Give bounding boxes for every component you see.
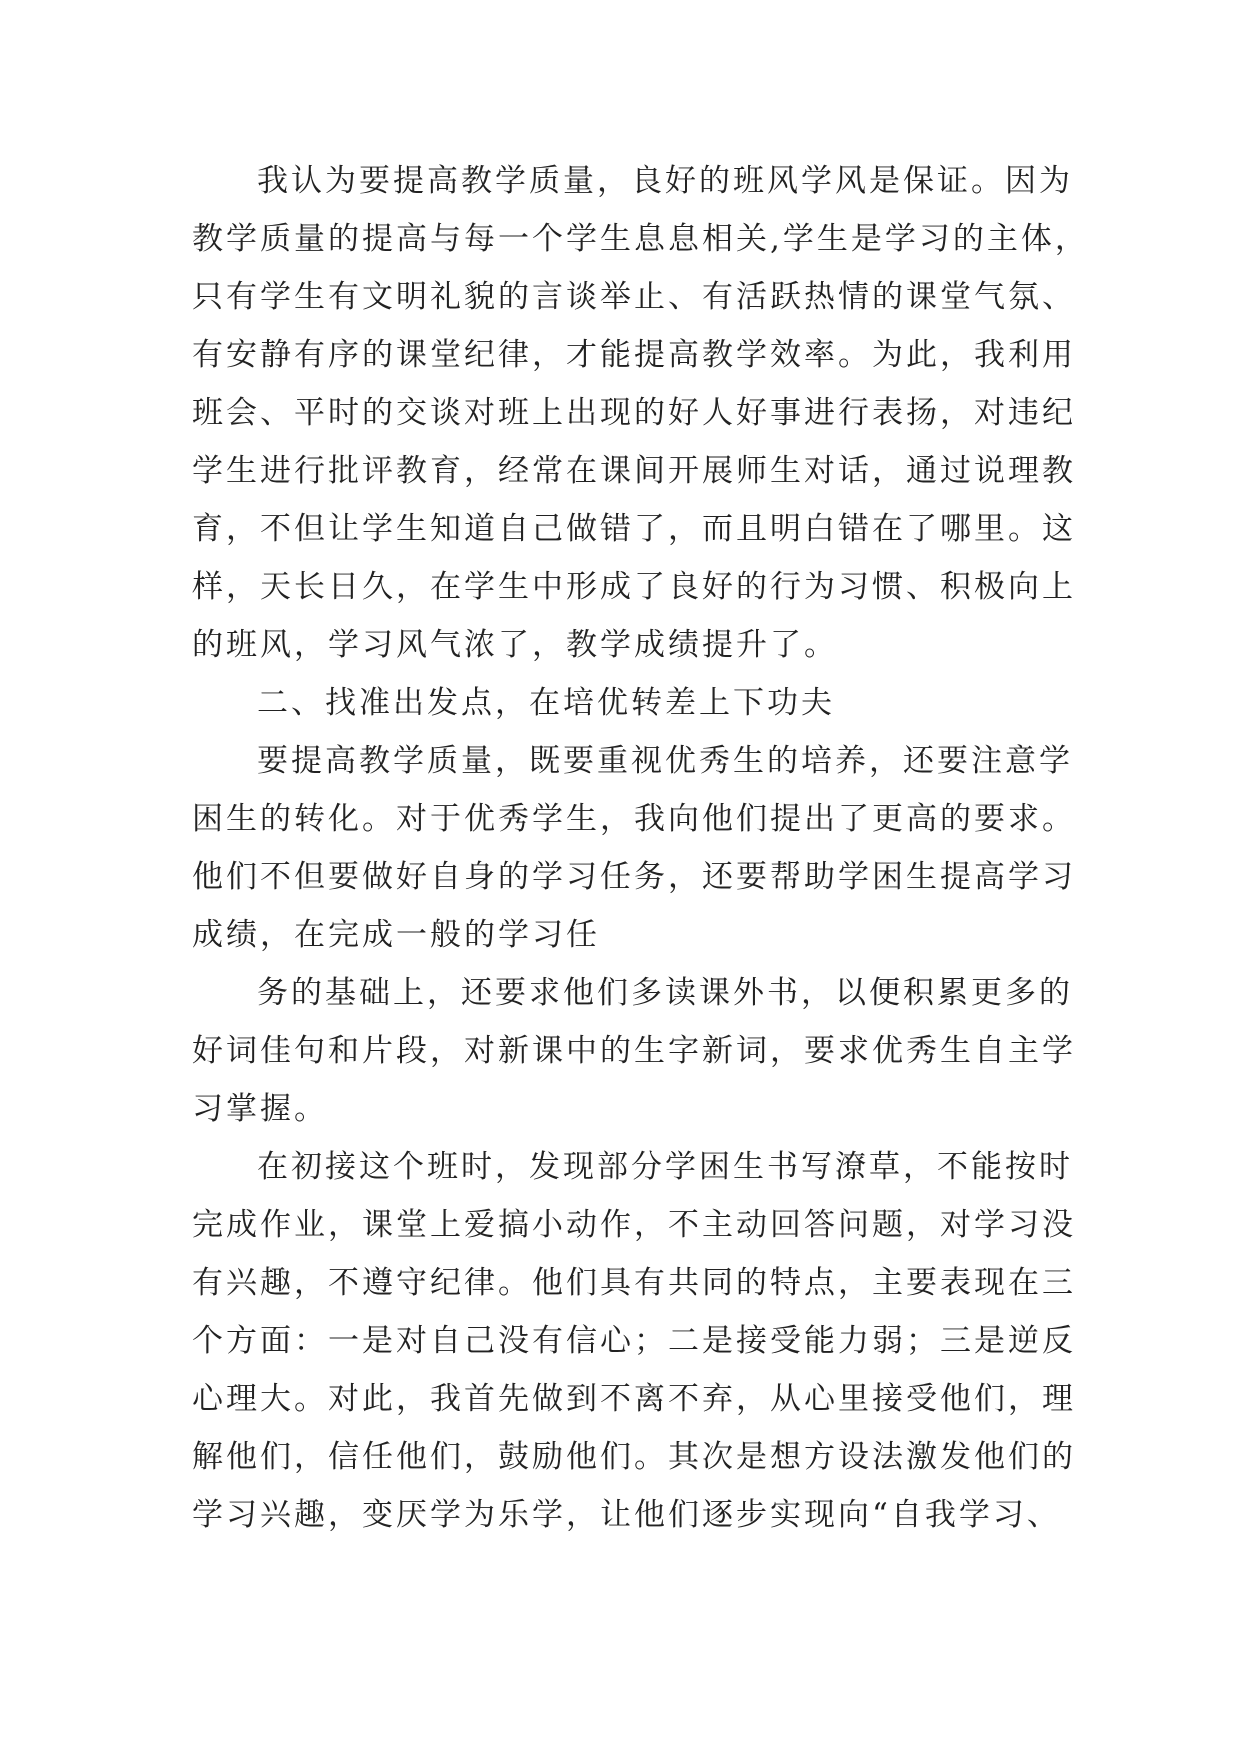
paragraph-line: 解他们，信任他们，鼓励他们。其次是想方设法激发他们的 bbox=[192, 1439, 1076, 1475]
paragraph-line: 学习兴趣，变厌学为乐学，让他们逐步实现向“自我学习、 bbox=[192, 1497, 1061, 1533]
paragraph-line: 完成作业，课堂上爱搞小动作，不主动回答问题，对学习没 bbox=[192, 1207, 1076, 1243]
paragraph-line: 的班风，学习风气浓了，教学成绩提升了。 bbox=[192, 627, 838, 663]
paragraph-line: 个方面：一是对自己没有信心；二是接受能力弱；三是逆反 bbox=[192, 1323, 1076, 1359]
paragraph-line: 班会、平时的交谈对班上出现的好人好事进行表扬，对违纪 bbox=[192, 395, 1076, 431]
section-heading: 二、找准出发点，在培优转差上下功夫 bbox=[257, 685, 835, 721]
paragraph-line: 教学质量的提高与每一个学生息息相关,学生是学习的主体， bbox=[192, 221, 1089, 257]
paragraph-line: 育，不但让学生知道自己做错了，而且明白错在了哪里。这 bbox=[192, 511, 1076, 547]
paragraph-line: 样，天长日久，在学生中形成了良好的行为习惯、积极向上 bbox=[192, 569, 1076, 605]
paragraph-line: 有兴趣，不遵守纪律。他们具有共同的特点，主要表现在三 bbox=[192, 1265, 1076, 1301]
paragraph-line: 要提高教学质量，既要重视优秀生的培养，还要注意学 bbox=[257, 743, 1073, 779]
paragraph-line: 务的基础上，还要求他们多读课外书，以便积累更多的 bbox=[257, 975, 1073, 1011]
paragraph-line: 心理大。对此，我首先做到不离不弃，从心里接受他们，理 bbox=[192, 1381, 1076, 1417]
paragraph-line: 我认为要提高教学质量，良好的班风学风是保证。因为 bbox=[257, 163, 1073, 199]
paragraph-line: 他们不但要做好自身的学习任务，还要帮助学困生提高学习 bbox=[192, 859, 1076, 895]
paragraph-line: 在初接这个班时，发现部分学困生书写潦草，不能按时 bbox=[257, 1149, 1073, 1185]
paragraph-line: 成绩，在完成一般的学习任 bbox=[192, 917, 600, 953]
paragraph-line: 有安静有序的课堂纪律，才能提高教学效率。为此，我利用 bbox=[192, 337, 1076, 373]
paragraph-line: 学生进行批评教育，经常在课间开展师生对话，通过说理教 bbox=[192, 453, 1076, 489]
paragraph-line: 习掌握。 bbox=[192, 1091, 328, 1127]
paragraph-line: 只有学生有文明礼貌的言谈举止、有活跃热情的课堂气氛、 bbox=[192, 279, 1076, 315]
paragraph-line: 困生的转化。对于优秀学生，我向他们提出了更高的要求。 bbox=[192, 801, 1076, 837]
paragraph-line: 好词佳句和片段，对新课中的生字新词，要求优秀生自主学 bbox=[192, 1033, 1076, 1069]
document-body bbox=[192, 152, 1089, 1544]
